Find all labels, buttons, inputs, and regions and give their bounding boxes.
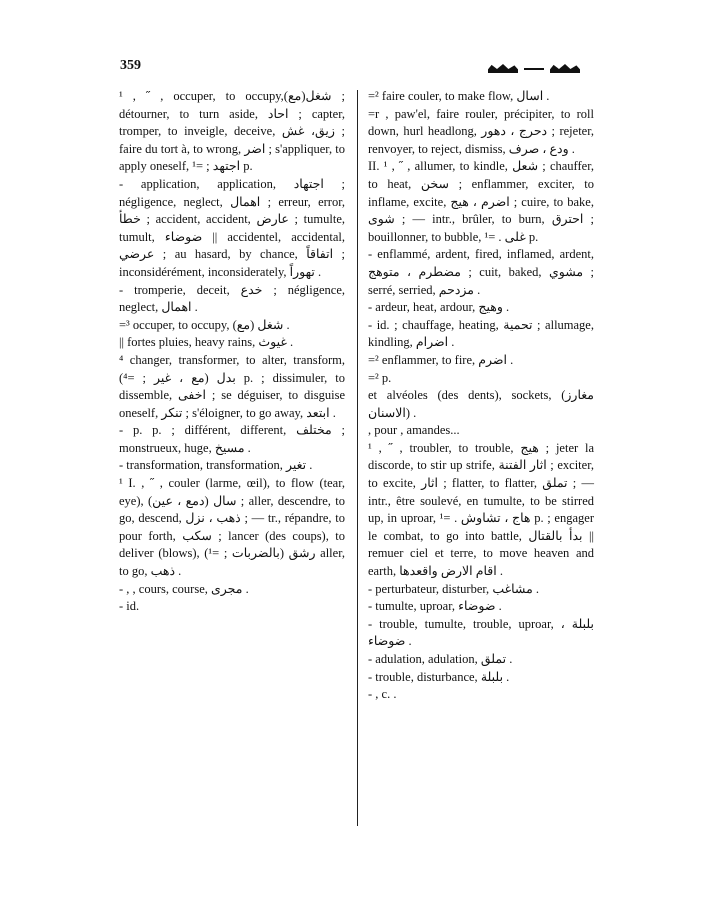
running-head-start-word — [488, 64, 518, 73]
dictionary-entry: - adulation, adulation, تملق . — [368, 652, 513, 666]
right-column — [368, 88, 594, 704]
dictionary-entry: - id. ; chauffage, heating, تحمية ; allumage, kindling, اضرام . — [368, 317, 594, 350]
left-column — [119, 88, 345, 616]
running-head-end-word — [550, 64, 580, 73]
dictionary-entry: - tromperie, deceit, خدع ; négligence, neglect, اهمال . — [119, 282, 345, 315]
dictionary-entry: =r , paw'el, faire rouler, précipiter, to roll down, hurl headlong, دحرج ، دهور ; rejeter, renvoyer, to reject, dismiss, ودع ، صرف . — [368, 106, 595, 156]
dictionary-entry: ¹ I. , ˝ , couler (larme, œil), to flow (tear, eye), (سال (دمع ، عين ; aller, descendre, to go, descend, ذهب ، نزل ; — tr., répandre, to pour forth, سكب ; lancer (des coups), to deliver (blows), (رشق (بالضربات ; =¹ aller, to go, ذهب . — [119, 476, 345, 579]
dictionary-entry: - , , cours, course, مجرى . — [119, 581, 249, 596]
dictionary-entry: - trouble, disturbance, بلبلة . — [368, 669, 510, 684]
dictionary-entry: =³ occuper, to occupy, (شغل (مع . — [119, 317, 290, 332]
dictionary-entry: ¹ , ˝ , troubler, to trouble, هيج ; jeter la discorde, to stir up strife, اثار الفتنة ; exciter, to excite, اثار ; flatter, to flatter, تملق ; — intr., être soulevé, en tumulte, to be stirred up, in uproar, هاج ، تشاوش . =¹ p. ; engager le combat, to go into battle, بدأ بالقتال || remuer ciel et terre, to move heaven and earth, اقام الارض واقعدها . — [368, 440, 595, 579]
dictionary-entry: II. ¹ , ˝ , allumer, to kindle, شعل ; chauffer, to heat, سخن ; enflammer, exciter, to inflame, excite, اضرم ، هيج ; cuire, to bake, شوى ; — intr., brûler, to burn, احترق ; bouillonner, to bubble, غلى . =¹ p. — [368, 159, 595, 244]
dictionary-entry: ⁴ changer, transformer, to alter, transform, (بدل (مع ، غير ; =⁴ p. ; dissimuler, to dissemble, اخفى ; se déguiser, to disguise oneself, تنكر ; s'éloigner, to go away, ابتعد . — [119, 352, 345, 420]
dictionary-entry: =² p. — [368, 370, 392, 385]
dictionary-entry: - p. p. ; différent, different, مختلف ; monstrueux, huge, مسيخ . — [119, 423, 345, 455]
page-number: 359 — [120, 58, 141, 73]
running-head — [488, 60, 592, 76]
dictionary-entry: et alvéoles (des dents), sockets, (مغارز (الاسنان . — [368, 388, 594, 420]
dictionary-entry: - tumulte, uproar, ضوضاء . — [368, 599, 502, 614]
dictionary-entry: , pour , amandes... — [368, 423, 460, 438]
dictionary-entry: - perturbateur, disturber, مشاغب . — [368, 581, 540, 596]
dictionary-entry: - trouble, tumulte, trouble, uproar, بلبلة ، ضوضاء . — [368, 616, 595, 649]
column-divider — [357, 90, 358, 826]
dictionary-entry: || fortes pluies, heavy rains, غيوث . — [119, 335, 294, 350]
dictionary-entry: =² faire couler, to make flow, اسال . — [368, 89, 550, 103]
dictionary-entry: - id. — [119, 599, 140, 614]
running-head-dash — [524, 68, 544, 70]
dictionary-entry: =² enflammer, to fire, اضرم . — [368, 352, 514, 367]
dictionary-entry: - application, application, اجتهاد ; négligence, neglect, اهمال ; erreur, error, خطأ ; accident, accident, عارض ; tumulte, tumult, ضوضاء || accidentel, accidental, عرضي ; au hasard, by chance, اتفاقاً ; inconsidérément, inconsiderately, تهوراً . — [119, 176, 346, 279]
dictionary-entry: ¹ , ˝ , occuper, to occupy,(شغل(مع ; détourner, to turn aside, احاد ; capter, tromper, to inveigle, deceive, زيق، غش ; faire du tort à, to wrong, اضر ; s'appliquer, to apply oneself, اجتهد ; =¹ p. — [119, 89, 345, 174]
dictionary-entry: - transformation, transformation, تغير . — [119, 458, 313, 473]
dictionary-entry: - enflammé, ardent, fired, inflamed, ardent, مضطرم ، متوهج ; cuit, baked, مشوي ; serré, serried, مزدحم . — [368, 247, 594, 297]
dictionary-entry: - ardeur, heat, ardour, وهيج . — [368, 300, 510, 315]
dictionary-entry: - , c. . — [368, 687, 397, 702]
